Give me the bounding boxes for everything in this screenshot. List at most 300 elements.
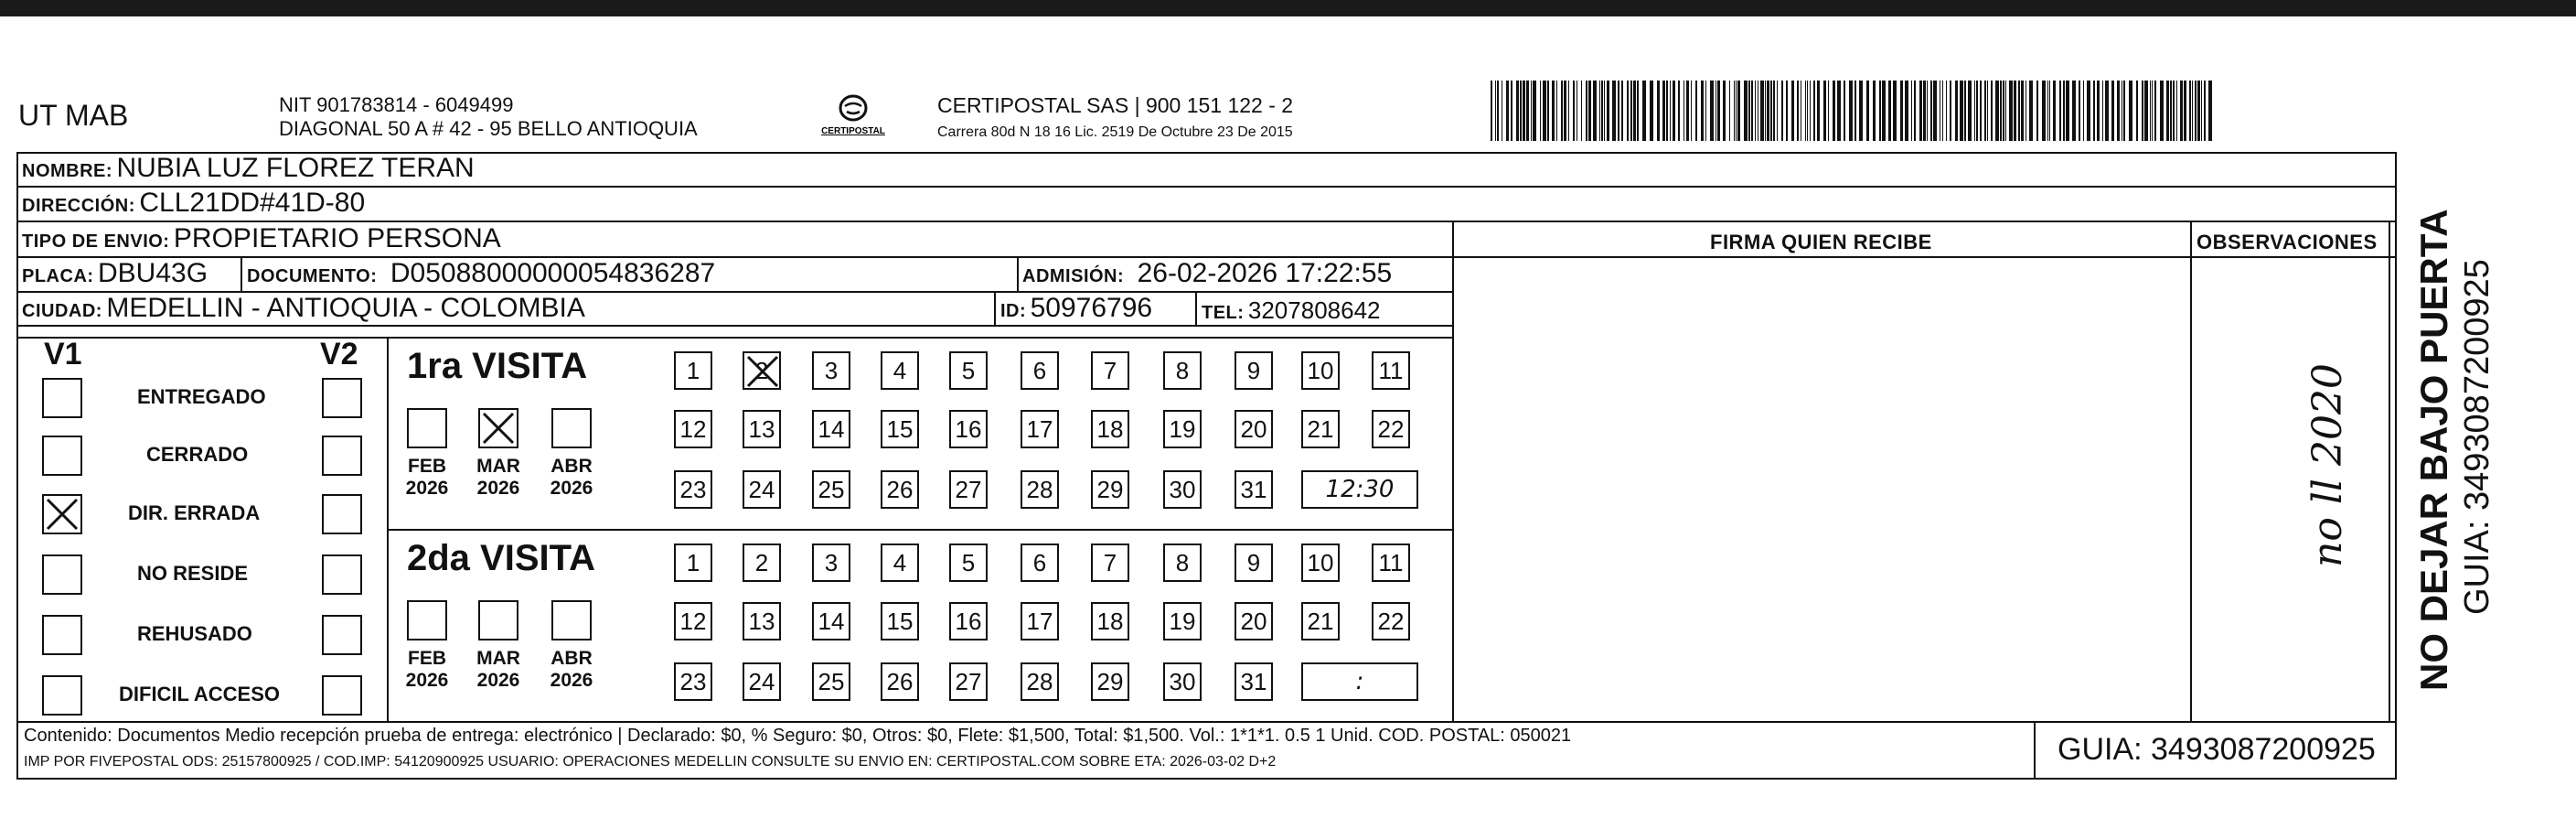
barcode-bar <box>1823 81 1826 141</box>
barcode-bar <box>1786 81 1788 141</box>
side-warning: NO DEJAR BAJO PUERTA <box>2412 209 2455 691</box>
day-box[interactable]: 10 <box>1301 544 1340 582</box>
day-box[interactable]: 23 <box>674 470 712 509</box>
day-box[interactable]: 1 <box>674 351 712 390</box>
month-checkbox[interactable] <box>551 408 592 448</box>
day-box[interactable]: 2 <box>743 351 781 390</box>
day-box[interactable]: 29 <box>1091 470 1129 509</box>
v2-label: V2 <box>320 337 358 371</box>
barcode-bar <box>1791 81 1794 141</box>
barcode-bar <box>1601 81 1603 141</box>
barcode-bar <box>2093 81 2095 141</box>
barcode-bar <box>2018 81 2020 141</box>
barcode-bar <box>1540 81 1541 141</box>
barcode-bar <box>1618 81 1619 141</box>
month-year: 2026 <box>550 478 593 499</box>
barcode-bar <box>1933 81 1937 141</box>
day-box[interactable]: 6 <box>1021 351 1059 390</box>
barcode-bar <box>2142 81 2143 141</box>
month-name: MAR <box>476 648 520 669</box>
month-name: FEB <box>408 648 446 669</box>
barcode-bar <box>2087 81 2090 141</box>
barcode-bar <box>1599 81 1600 141</box>
barcode-bar <box>1942 81 1943 141</box>
day-box[interactable]: 15 <box>881 410 919 448</box>
barcode-bar <box>1781 81 1783 141</box>
barcode-bar <box>2005 81 2006 141</box>
barcode-bar <box>2166 81 2169 141</box>
barcode-bar <box>2021 81 2024 141</box>
day-box[interactable]: 19 <box>1163 410 1202 448</box>
v2-checkbox[interactable] <box>322 436 362 476</box>
barcode-bar <box>1673 81 1675 141</box>
day-box[interactable]: 29 <box>1091 662 1129 701</box>
id-label: ID: <box>1000 301 1027 321</box>
day-box[interactable]: 27 <box>949 662 988 701</box>
day-box[interactable]: 5 <box>949 544 988 582</box>
barcode-bar <box>1773 81 1775 141</box>
barcode-bar <box>2144 81 2148 141</box>
barcode-bar <box>1995 81 1999 141</box>
v1-label: V1 <box>44 337 82 371</box>
v1-checkbox[interactable] <box>42 675 82 716</box>
barcode-bar <box>2201 81 2202 141</box>
barcode-bar <box>2036 81 2038 141</box>
day-box[interactable]: 15 <box>881 602 919 640</box>
barcode-bar <box>1607 81 1609 141</box>
plate-cell <box>22 258 208 289</box>
type-row <box>22 223 501 254</box>
barcode-bar <box>2009 81 2013 141</box>
barcode-bar <box>1833 81 1835 141</box>
barcode-bar <box>1810 81 1811 141</box>
v1-checkbox[interactable] <box>42 615 82 655</box>
barcode-bar <box>1734 81 1735 141</box>
barcode-bar <box>1650 81 1653 141</box>
barcode-bar <box>1564 81 1566 141</box>
day-box[interactable]: 4 <box>881 351 919 390</box>
barcode-bar <box>1927 81 1928 141</box>
barcode-bar <box>1805 81 1806 141</box>
barcode-bar <box>1946 81 1947 141</box>
visit-time-box[interactable]: : <box>1301 662 1418 701</box>
day-box[interactable]: 19 <box>1163 602 1202 640</box>
footer-content: Contenido: Documentos Medio recepción prueba de entrega: electrónico | Declarado: $0, % Seguro: $0, Otros: $0, Flete: $1,500, Total: $1,500. Vol.: 1*1*1. 0.5 1 Unid. COD. POSTAL: 050021 <box>24 726 1572 746</box>
month-checkbox[interactable] <box>407 600 447 640</box>
v2-checkbox[interactable] <box>322 494 362 534</box>
barcode-bar <box>1568 81 1569 141</box>
barcode-bar <box>1678 81 1680 141</box>
barcode-bar <box>2063 81 2065 141</box>
day-box[interactable]: 12 <box>674 410 712 448</box>
barcode-bar <box>2192 81 2193 141</box>
status-label: ENTREGADO <box>137 385 266 408</box>
barcode-bar <box>1968 81 1972 141</box>
admission-value: 26-02-2026 17:22:55 <box>1137 258 1393 288</box>
barcode-bar <box>2000 81 2002 141</box>
barcode-bar <box>1737 81 1740 141</box>
tel-cell <box>1202 296 1381 325</box>
barcode-bar <box>2083 81 2084 141</box>
tel-value: 3207808642 <box>1247 296 1381 324</box>
id-value: 50976796 <box>1030 293 1153 323</box>
day-box[interactable]: 26 <box>881 662 919 701</box>
barcode-bar <box>1777 81 1778 141</box>
day-box[interactable]: 16 <box>949 410 988 448</box>
month-checkbox[interactable] <box>407 408 447 448</box>
barcode-bar <box>1797 81 1799 141</box>
barcode-bar <box>2072 81 2076 141</box>
nit-line: NIT 901783814 - 6049499 <box>279 93 514 116</box>
day-box[interactable]: 3 <box>812 351 850 390</box>
day-box[interactable]: 14 <box>812 602 850 640</box>
tel-label: TEL: <box>1202 303 1245 323</box>
month-label <box>471 648 526 692</box>
month-label <box>400 648 454 692</box>
document-value: D05088000000054836287 <box>390 258 716 288</box>
barcode-bar <box>1866 81 1869 141</box>
barcode-bar <box>1705 81 1706 141</box>
barcode-bar <box>2154 81 2156 141</box>
status-label: CERRADO <box>146 443 249 466</box>
barcode-bar <box>1900 81 1903 141</box>
barcode-bar <box>2042 81 2046 141</box>
month-label <box>471 456 526 500</box>
observations-label: OBSERVACIONES <box>2197 231 2378 253</box>
barcode-bar <box>1526 81 1529 141</box>
barcode-bar <box>1984 81 1986 141</box>
id-cell <box>1000 293 1152 324</box>
day-box[interactable]: 17 <box>1021 602 1059 640</box>
day-box[interactable]: 22 <box>1372 602 1410 640</box>
day-box[interactable]: 12 <box>674 602 712 640</box>
day-box[interactable]: 31 <box>1235 470 1273 509</box>
barcode-bar <box>2047 81 2048 141</box>
status-label: REHUSADO <box>137 622 252 645</box>
barcode-bar <box>2208 81 2212 141</box>
barcode-bar <box>1523 81 1525 141</box>
month-checkbox[interactable] <box>478 408 518 448</box>
day-box[interactable]: 21 <box>1301 410 1340 448</box>
day-box[interactable]: 26 <box>881 470 919 509</box>
barcode-bar <box>1516 81 1519 141</box>
day-box[interactable]: 8 <box>1163 351 1202 390</box>
barcode-bar <box>1520 81 1522 141</box>
barcode-bar <box>1919 81 1922 141</box>
name-label: NOMBRE: <box>22 161 113 181</box>
plate-label: PLACA: <box>22 266 94 286</box>
barcode-bar <box>2184 81 2186 141</box>
day-box[interactable]: 30 <box>1163 662 1202 701</box>
barcode-bar <box>1547 81 1549 141</box>
status-label: DIFICIL ACCESO <box>119 683 281 705</box>
status-label: NO RESIDE <box>137 562 249 585</box>
barcode-bar <box>1573 81 1575 141</box>
month-year: 2026 <box>550 670 593 691</box>
barcode-bar <box>2111 81 2114 141</box>
visit-title: 2da VISITA <box>407 538 595 578</box>
address-row <box>22 188 365 219</box>
barcode-bar <box>1662 81 1665 141</box>
day-box[interactable]: 6 <box>1021 544 1059 582</box>
v2-checkbox[interactable] <box>322 554 362 595</box>
carrier-line: CERTIPOSTAL SAS | 900 151 122 - 2 <box>937 93 1294 117</box>
day-box[interactable]: 3 <box>812 544 850 582</box>
barcode-bar <box>1642 81 1646 141</box>
barcode-bar <box>1770 81 1772 141</box>
document-label: DOCUMENTO: <box>247 266 378 286</box>
day-box[interactable]: 7 <box>1091 544 1129 582</box>
barcode-bar <box>1604 81 1605 141</box>
side-guia: GUIA: 3493087200925 <box>2458 259 2496 615</box>
barcode-bar <box>1923 81 1926 141</box>
name-row <box>22 153 475 184</box>
barcode-bar <box>1633 81 1636 141</box>
barcode-bar <box>1976 81 1978 141</box>
v1-checkbox[interactable] <box>42 436 82 476</box>
barcode-bar <box>2173 81 2175 141</box>
barcode-bar <box>2049 81 2050 141</box>
barcode-bar <box>1751 81 1753 141</box>
barcode-bar <box>1914 81 1916 141</box>
barcode-bar <box>2105 81 2109 141</box>
day-box[interactable]: 28 <box>1021 662 1059 701</box>
month-year: 2026 <box>476 670 520 691</box>
barcode-bar <box>1991 81 1993 141</box>
barcode-bar <box>1531 81 1532 141</box>
barcode-bar <box>1588 81 1591 141</box>
day-box[interactable]: 11 <box>1372 544 1410 582</box>
barcode-bar <box>1686 81 1689 141</box>
barcode-bar <box>1930 81 1932 141</box>
day-box[interactable]: 20 <box>1235 602 1273 640</box>
sender-name: UT MAB <box>18 99 129 132</box>
month-year: 2026 <box>405 670 449 691</box>
barcode-bar <box>1657 81 1660 141</box>
barcode-bar <box>2003 81 2004 141</box>
barcode-bar <box>1879 81 1881 141</box>
barcode-bar <box>1621 81 1623 141</box>
address-label: DIRECCIÓN: <box>22 196 135 216</box>
barcode-bar <box>2152 81 2153 141</box>
barcode-bar <box>2014 81 2016 141</box>
day-box[interactable]: 10 <box>1301 351 1340 390</box>
barcode-bar <box>1612 81 1616 141</box>
barcode-bar <box>2197 81 2200 141</box>
barcode-bar <box>1960 81 1963 141</box>
barcode-bar <box>1637 81 1639 141</box>
barcode-bar <box>1701 81 1704 141</box>
month-checkbox[interactable] <box>478 600 518 640</box>
barcode-bar <box>2176 81 2177 141</box>
day-box[interactable]: 30 <box>1163 470 1202 509</box>
barcode-bar <box>2097 81 2100 141</box>
barcode-bar <box>1556 81 1557 141</box>
barcode-bar <box>1855 81 1856 141</box>
document-cell <box>247 258 715 289</box>
barcode-bar <box>1873 81 1876 141</box>
day-box[interactable]: 1 <box>674 544 712 582</box>
status-label: DIR. ERRADA <box>128 501 261 524</box>
month-year: 2026 <box>476 478 520 499</box>
day-box[interactable]: 21 <box>1301 602 1340 640</box>
barcode-bar <box>2053 81 2056 141</box>
day-box[interactable]: 9 <box>1235 351 1273 390</box>
carrier-address: Carrera 80d N 18 16 Lic. 2519 De Octubre 23 De 2015 <box>937 124 1293 140</box>
barcode-bar <box>2059 81 2061 141</box>
barcode-bar <box>1729 81 1730 141</box>
day-box[interactable]: 31 <box>1235 662 1273 701</box>
day-box[interactable]: 16 <box>949 602 988 640</box>
barcode-bar <box>1950 81 1951 141</box>
certipostal-logo <box>812 88 894 145</box>
day-box[interactable]: 8 <box>1163 544 1202 582</box>
plate-value: DBU43G <box>98 258 208 288</box>
day-box[interactable]: 24 <box>743 662 781 701</box>
barcode-bar <box>1586 81 1587 141</box>
barcode-bar <box>1717 81 1720 141</box>
month-name: ABR <box>550 648 593 669</box>
barcode-bar <box>1817 81 1820 141</box>
sender-address: DIAGONAL 50 A # 42 - 95 BELLO ANTIOQUIA <box>279 117 698 140</box>
barcode-bar <box>1859 81 1863 141</box>
day-box[interactable]: 24 <box>743 470 781 509</box>
visit-time-box[interactable]: 12:30 <box>1301 470 1418 509</box>
barcode-bar <box>1561 81 1563 141</box>
day-box[interactable]: 27 <box>949 470 988 509</box>
v2-checkbox[interactable] <box>322 675 362 716</box>
month-label <box>544 456 599 500</box>
day-box[interactable]: 13 <box>743 410 781 448</box>
barcode-bar <box>2136 81 2138 141</box>
day-box[interactable]: 23 <box>674 662 712 701</box>
visit-title: 1ra VISITA <box>407 346 588 386</box>
day-box[interactable]: 25 <box>812 470 850 509</box>
barcode-bar <box>1813 81 1815 141</box>
barcode-bar <box>2204 81 2206 141</box>
barcode-bar <box>1491 81 1492 141</box>
barcode-bar <box>1849 81 1853 141</box>
barcode-bar <box>2066 81 2069 141</box>
day-box[interactable]: 9 <box>1235 544 1273 582</box>
barcode-bar <box>1543 81 1546 141</box>
day-box[interactable]: 14 <box>812 410 850 448</box>
day-box[interactable]: 18 <box>1091 410 1129 448</box>
barcode-bar <box>1593 81 1597 141</box>
barcode-bar <box>1744 81 1748 141</box>
barcode-bar <box>1893 81 1897 141</box>
barcode-bar <box>1511 81 1512 141</box>
type-label: TIPO DE ENVIO: <box>22 231 170 252</box>
barcode-bar <box>1837 81 1841 141</box>
barcode-bar <box>2117 81 2120 141</box>
barcode-bar <box>1807 81 1808 141</box>
barcode-bar <box>2029 81 2033 141</box>
month-year: 2026 <box>405 478 449 499</box>
barcode-bar <box>1911 81 1912 141</box>
day-box[interactable]: 28 <box>1021 470 1059 509</box>
barcode-bar <box>1666 81 1668 141</box>
day-box[interactable]: 7 <box>1091 351 1129 390</box>
v1-checkbox[interactable] <box>42 554 82 595</box>
barcode-bar <box>2195 81 2197 141</box>
barcode-bar <box>1905 81 1908 141</box>
shipment-type: PROPIETARIO PERSONA <box>173 223 501 253</box>
day-box[interactable]: 13 <box>743 602 781 640</box>
barcode-bar <box>1755 81 1756 141</box>
v2-checkbox[interactable] <box>322 615 362 655</box>
v1-checkbox[interactable] <box>42 378 82 418</box>
barcode-bar <box>2079 81 2080 141</box>
barcode-bar <box>2102 81 2103 141</box>
city-cell <box>22 293 585 324</box>
barcode-bar <box>2150 81 2151 141</box>
day-box[interactable]: 4 <box>881 544 919 582</box>
barcode-bar <box>2189 81 2191 141</box>
day-box[interactable]: 17 <box>1021 410 1059 448</box>
v1-checkbox[interactable] <box>42 494 82 534</box>
barcode-bar <box>1627 81 1629 141</box>
footer-guia: GUIA: 3493087200925 <box>2058 732 2376 767</box>
month-label <box>400 456 454 500</box>
day-box[interactable]: 22 <box>1372 410 1410 448</box>
month-checkbox[interactable] <box>551 600 592 640</box>
month-name: ABR <box>550 456 593 477</box>
barcode-bar <box>1533 81 1536 141</box>
day-box[interactable]: 2 <box>743 544 781 582</box>
signature-label: FIRMA QUIEN RECIBE <box>1710 231 1932 253</box>
barcode-bar <box>1710 81 1714 141</box>
day-box[interactable]: 18 <box>1091 602 1129 640</box>
barcode-bar <box>2180 81 2183 141</box>
barcode-bar <box>1888 81 1891 141</box>
day-box[interactable]: 11 <box>1372 351 1410 390</box>
top-border <box>0 0 2576 16</box>
barcode-bar <box>1683 81 1684 141</box>
barcode <box>1489 81 2217 141</box>
barcode-bar <box>1497 81 1499 141</box>
day-box[interactable]: 20 <box>1235 410 1273 448</box>
barcode-bar <box>2160 81 2164 141</box>
logo-text: CERTIPOSTAL <box>821 126 885 136</box>
barcode-bar <box>1760 81 1764 141</box>
barcode-bar <box>1506 81 1509 141</box>
barcode-bar <box>1691 81 1692 141</box>
barcode-bar <box>1980 81 1982 141</box>
recipient-name: NUBIA LUZ FLOREZ TERAN <box>116 153 475 183</box>
barcode-bar <box>1974 81 1975 141</box>
v2-checkbox[interactable] <box>322 378 362 418</box>
barcode-bar <box>1828 81 1829 141</box>
day-box[interactable]: 25 <box>812 662 850 701</box>
carrier-info <box>937 91 1293 146</box>
sender-info <box>279 93 698 141</box>
barcode-bar <box>1767 81 1769 141</box>
barcode-bar <box>2129 81 2132 141</box>
day-box[interactable]: 5 <box>949 351 988 390</box>
barcode-bar <box>1495 81 1496 141</box>
barcode-bar <box>1695 81 1697 141</box>
barcode-bar <box>1748 81 1750 141</box>
barcode-bar <box>1882 81 1886 141</box>
barcode-bar <box>2123 81 2125 141</box>
barcode-bar <box>1844 81 1845 141</box>
barcode-bar <box>1964 81 1966 141</box>
barcode-bar <box>1987 81 1988 141</box>
barcode-bar <box>1955 81 1958 141</box>
city-label: CIUDAD: <box>22 301 102 321</box>
admission-label: ADMISIÓN: <box>1022 266 1125 286</box>
